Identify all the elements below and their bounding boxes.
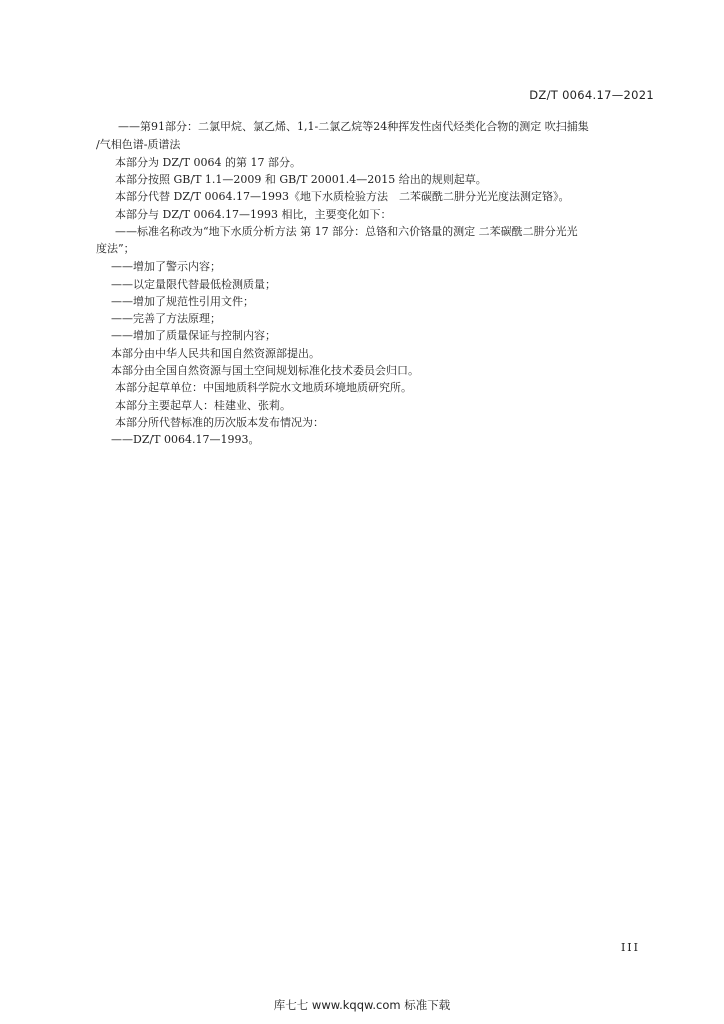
footer-watermark: 库七七 www.kqqw.com 标准下载	[273, 998, 451, 1012]
body-line: 本部分按照 GB/T 1.1—2009 和 GB/T 20001.4—2015 给出的规则起草。	[115, 173, 487, 186]
body-line: ——DZ/T 0064.17—1993。	[111, 433, 260, 446]
body-line: ——增加了质量保证与控制内容；	[111, 329, 276, 342]
body-line: 本部分由中华人民共和国自然资源部提出。	[111, 347, 320, 360]
standard-code: DZ/T 0064.17—2021	[529, 88, 654, 102]
body-line: 本部分为 DZ/T 0064 的第 17 部分。	[115, 156, 301, 169]
body-line: 本部分代替 DZ/T 0064.17—1993《地下水质检验方法 二苯碳酰二肼分光光度法测定铬》。	[115, 190, 570, 203]
body-line: ——增加了警示内容；	[111, 260, 221, 273]
body-line: ——标准名称改为“地下水质分析方法 第 17 部分：总铬和六价铬量的测定 二苯碳酰二肼分光光	[115, 225, 578, 238]
body-line: ——第91部分：二氯甲烷、氯乙烯、1,1-二氯乙烷等24种挥发性卤代烃类化合物的测定 吹扫捕集	[118, 120, 589, 133]
body-line: ——以定量限代替最低检测质量；	[111, 278, 276, 291]
body-line: 本部分主要起草人：桂建业、张莉。	[115, 399, 291, 412]
body-line: ——增加了规范性引用文件；	[111, 295, 254, 308]
body-line: ——完善了方法原理；	[111, 312, 221, 325]
body-line: /气相色谱-质谱法	[96, 138, 181, 151]
body-line: 本部分由全国自然资源与国土空间规划标准化技术委员会归口。	[111, 364, 419, 377]
body-line: 度法”；	[96, 242, 135, 255]
body-line: 本部分所代替标准的历次版本发布情况为：	[115, 416, 324, 429]
page-number: III	[620, 941, 640, 954]
body-line: 本部分与 DZ/T 0064.17—1993 相比，主要变化如下：	[115, 208, 392, 221]
body-line: 本部分起草单位：中国地质科学院水文地质环境地质研究所。	[115, 381, 412, 394]
